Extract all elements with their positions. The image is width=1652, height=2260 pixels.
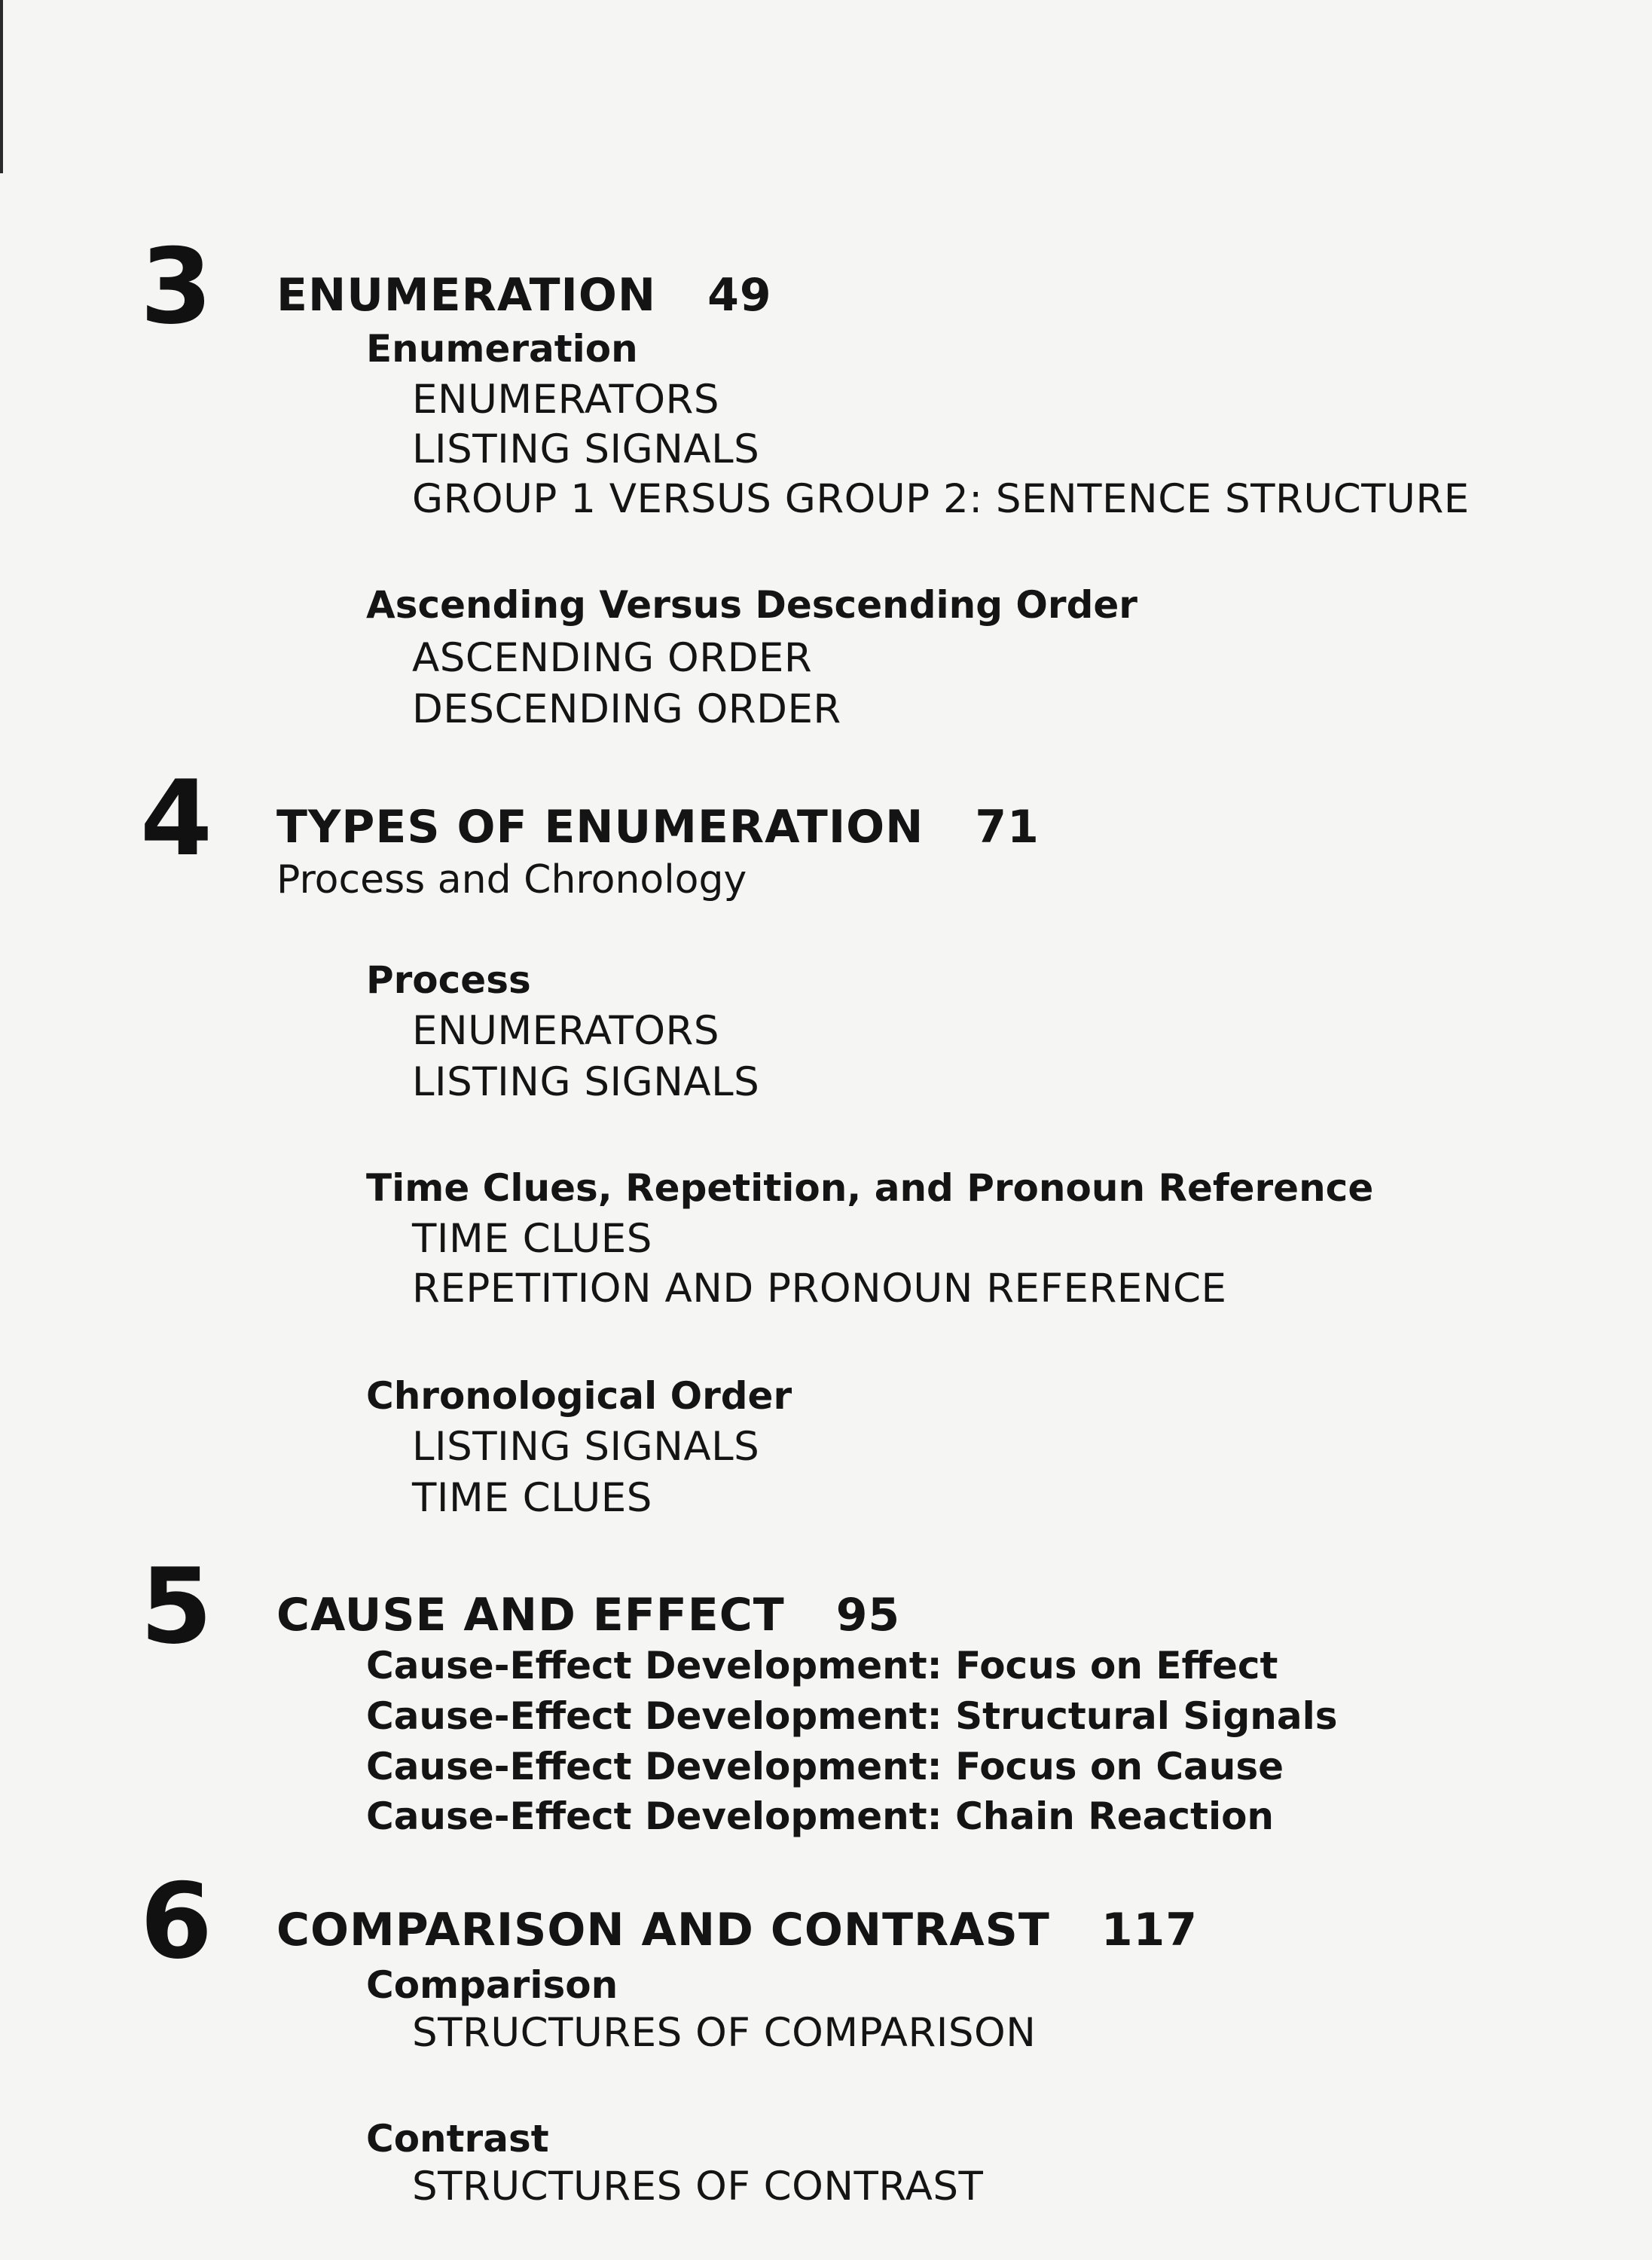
chapter-title[interactable] <box>276 801 1040 854</box>
subsection-item[interactable]: ENUMERATORS <box>412 377 720 423</box>
section-heading[interactable]: Contrast <box>366 2117 549 2161</box>
section-heading[interactable]: Chronological Order <box>366 1374 792 1418</box>
subsection-item[interactable]: ENUMERATORS <box>412 1008 720 1054</box>
chapter-title-text: ENUMERATION <box>276 269 657 322</box>
chapter-title[interactable] <box>276 269 772 322</box>
section-heading[interactable]: Comparison <box>366 1963 618 2007</box>
section-heading[interactable]: Cause-Effect Development: Focus on Cause <box>366 1745 1284 1788</box>
subsection-item[interactable]: LISTING SIGNALS <box>412 1424 760 1470</box>
chapter-number: 3 <box>140 226 213 347</box>
section-heading[interactable]: Ascending Versus Descending Order <box>366 583 1137 627</box>
chapter-title-text: TYPES OF ENUMERATION <box>276 801 924 854</box>
subsection-item[interactable]: TIME CLUES <box>412 1216 652 1262</box>
chapter-title-text: COMPARISON AND CONTRAST <box>276 1904 1050 1956</box>
chapter-page-number: 49 <box>707 269 772 322</box>
subsection-item[interactable]: REPETITION AND PRONOUN REFERENCE <box>412 1266 1227 1312</box>
subsection-item[interactable]: LISTING SIGNALS <box>412 426 760 472</box>
chapter-title[interactable] <box>276 1589 901 1642</box>
section-heading[interactable]: Cause-Effect Development: Chain Reaction <box>366 1794 1275 1838</box>
subsection-item[interactable]: DESCENDING ORDER <box>412 686 841 732</box>
subsection-item[interactable]: GROUP 1 VERSUS GROUP 2: SENTENCE STRUCTURE <box>412 476 1470 522</box>
chapter-page-number: 71 <box>975 801 1040 854</box>
chapter-subtitle: Process and Chronology <box>276 857 747 902</box>
subsection-item[interactable]: ASCENDING ORDER <box>412 635 813 681</box>
section-heading[interactable]: Time Clues, Repetition, and Pronoun Reference <box>366 1166 1374 1210</box>
section-heading[interactable]: Enumeration <box>366 327 638 371</box>
subsection-item[interactable]: TIME CLUES <box>412 1475 652 1521</box>
chapter-page-number: 95 <box>835 1589 901 1642</box>
chapter-title-text: CAUSE AND EFFECT <box>276 1589 785 1642</box>
chapter-number: 6 <box>140 1861 213 1982</box>
subsection-item[interactable]: STRUCTURES OF COMPARISON <box>412 2010 1037 2056</box>
subsection-item[interactable]: LISTING SIGNALS <box>412 1059 760 1105</box>
chapter-number: 5 <box>140 1546 213 1667</box>
chapter-page-number: 117 <box>1101 1904 1199 1956</box>
chapter-number: 4 <box>140 758 213 879</box>
section-heading[interactable]: Process <box>366 958 531 1002</box>
section-heading[interactable]: Cause-Effect Development: Structural Signals <box>366 1694 1338 1738</box>
subsection-item[interactable]: STRUCTURES OF CONTRAST <box>412 2164 984 2210</box>
chapter-title[interactable] <box>276 1904 1199 1956</box>
section-heading[interactable]: Cause-Effect Development: Focus on Effect <box>366 1644 1278 1687</box>
